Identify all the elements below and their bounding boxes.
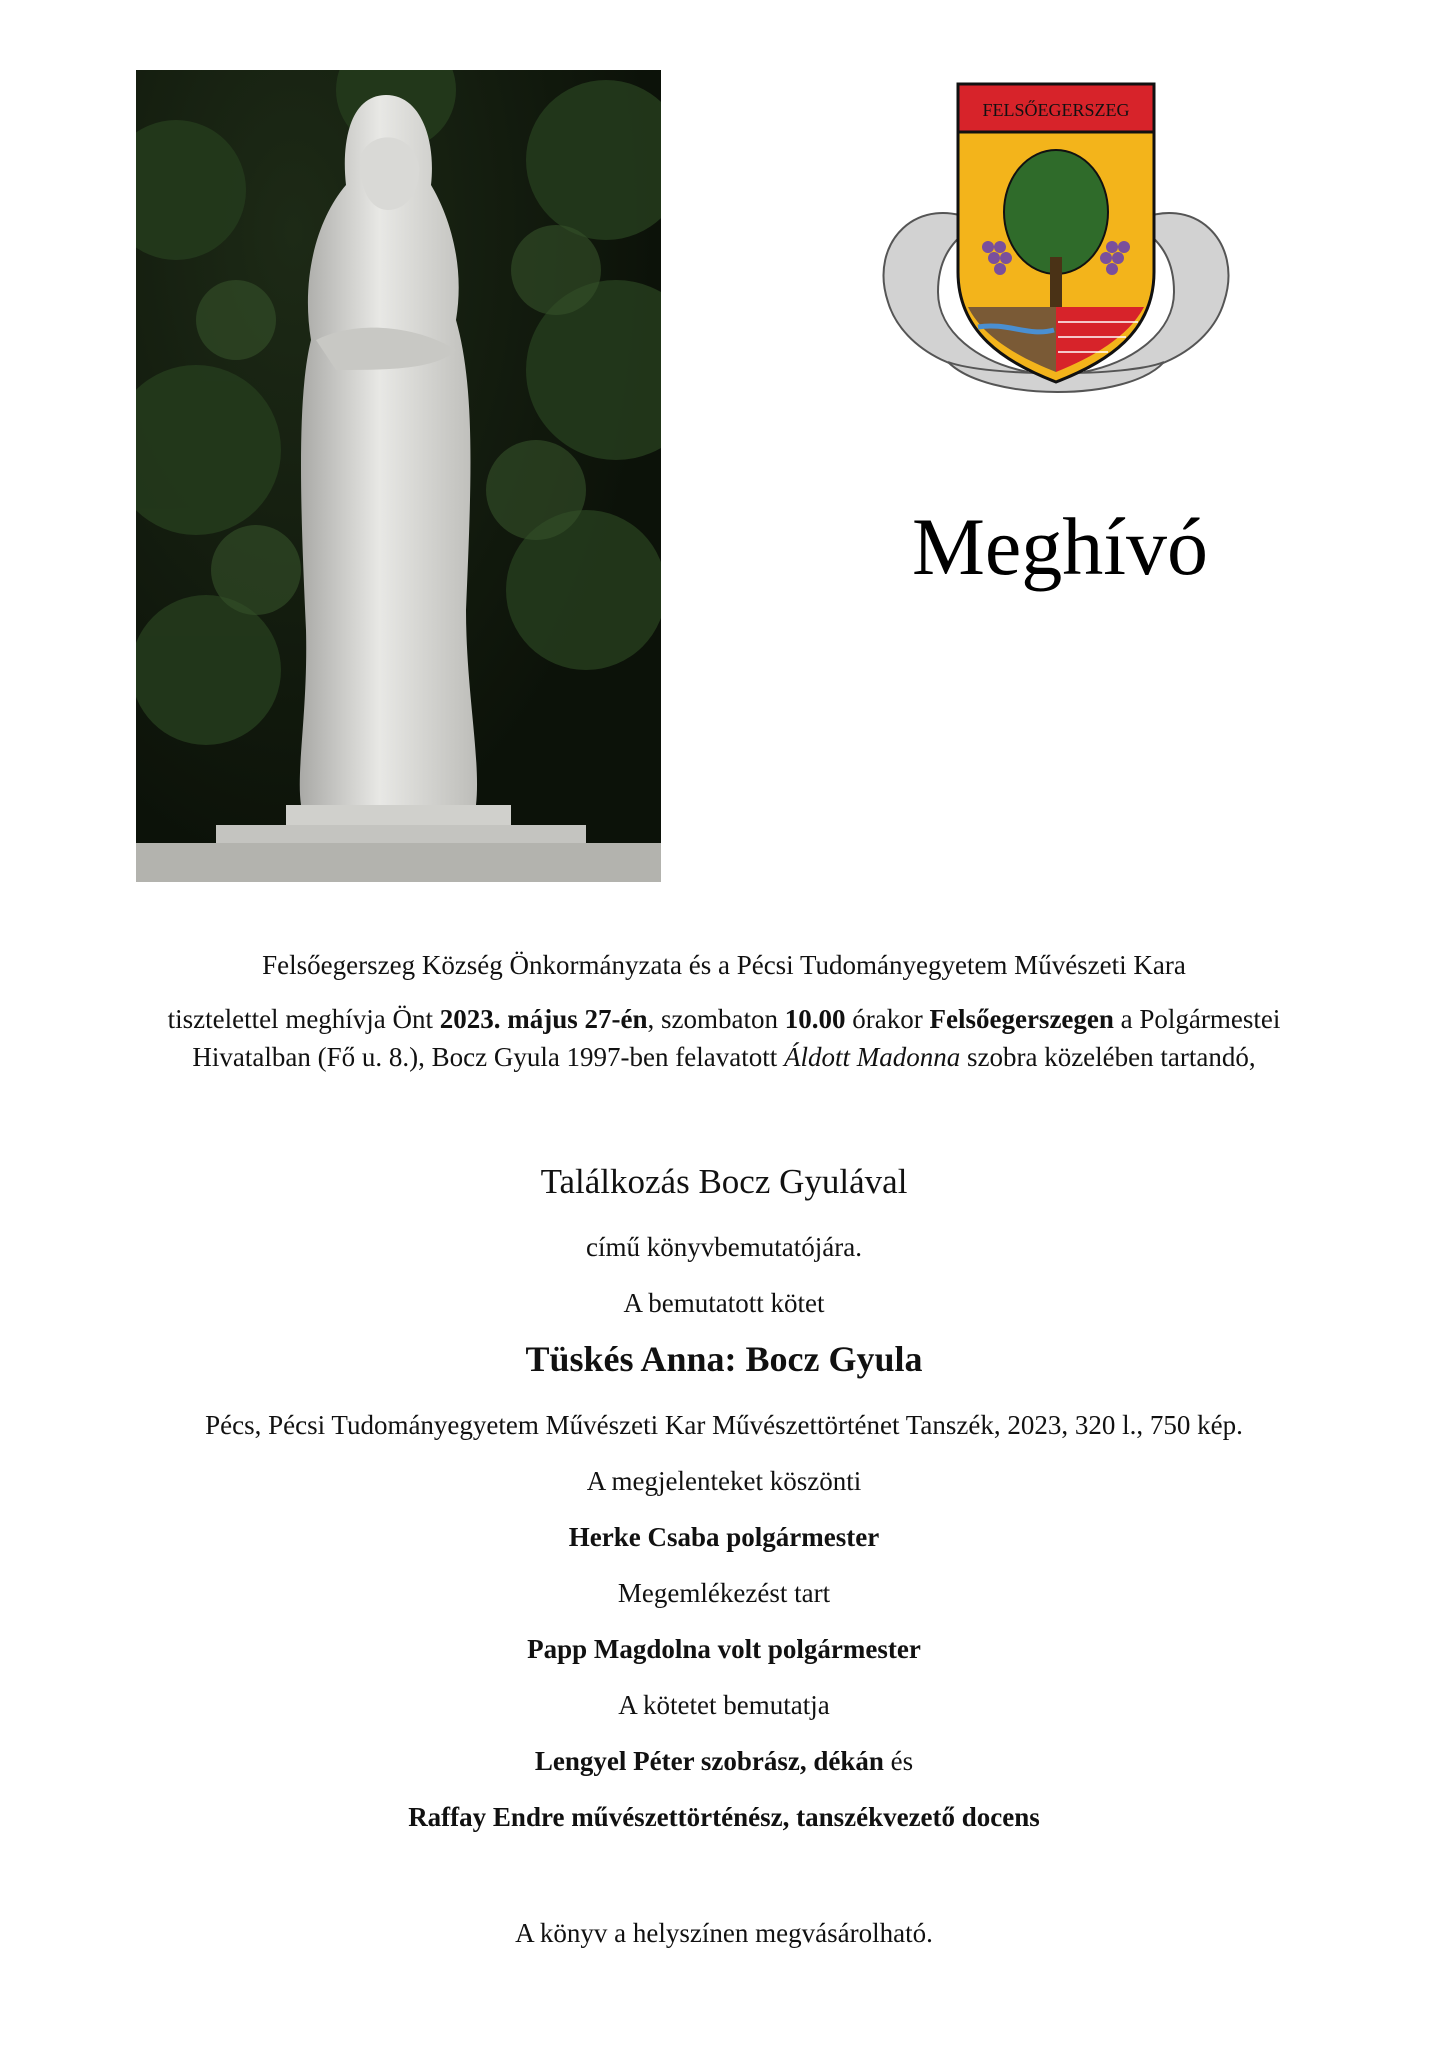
page-title: Meghívó	[911, 501, 1209, 592]
closing-note: A könyv a helyszínen megvásárolható.	[515, 1918, 933, 1948]
intro-text: órakor	[845, 1004, 930, 1034]
book-details: Pécs, Pécsi Tudományegyetem Művészeti Kar Művészettörténet Tanszék, 2023, 320 l., 750 kép.	[205, 1410, 1243, 1440]
book-title: Tüskés Anna: Bocz Gyula	[525, 1339, 923, 1379]
village-coat-of-arms	[858, 72, 1254, 412]
intro-paragraph	[100, 1000, 1348, 1076]
greeter-name: Herke Csaba polgármester	[568, 1522, 880, 1552]
presenter-and: és	[883, 1746, 914, 1776]
event-title: Találkozás Bocz Gyulával	[540, 1162, 908, 1201]
intro-text: , szombaton	[647, 1004, 785, 1034]
greeting-label: A megjelenteket köszönti	[586, 1466, 862, 1496]
memorial-speaker: Papp Magdolna volt polgármester	[527, 1634, 921, 1664]
madonna-statue-photo	[136, 70, 661, 882]
event-place: Felsőegerszegen	[929, 1004, 1114, 1034]
intro-text: Hivatalban (Fő u. 8.), Bocz Gyula 1997-ben felavatott	[192, 1042, 784, 1072]
event-date: 2023. május 27-én	[439, 1004, 648, 1034]
presenter-1: Lengyel Péter szobrász, dékán	[534, 1746, 884, 1776]
intro-line-1: Felsőegerszeg Község Önkormányzata és a Pécsi Tudományegyetem Művészeti Kara	[262, 950, 1186, 980]
book-intro: A bemutatott kötet	[623, 1288, 825, 1318]
presenter-label: A kötetet bemutatja	[618, 1690, 830, 1720]
presenter-line-1	[100, 1742, 1348, 1780]
event-subtitle: című könyvbemutatójára.	[586, 1232, 862, 1262]
crest-banner-text: FELSŐEGERSZEG	[982, 100, 1130, 120]
statue-name: Áldott Madonna	[783, 1042, 961, 1072]
memorial-label: Megemlékezést tart	[617, 1578, 831, 1608]
intro-text: tisztelettel meghívja Önt	[167, 1004, 440, 1034]
presenter-2: Raffay Endre művészettörténész, tanszékvezető docens	[408, 1802, 1040, 1832]
intro-text: szobra közelében tartandó,	[960, 1042, 1256, 1072]
event-time: 10.00	[784, 1004, 846, 1034]
intro-text: a Polgármestei	[1113, 1004, 1281, 1034]
